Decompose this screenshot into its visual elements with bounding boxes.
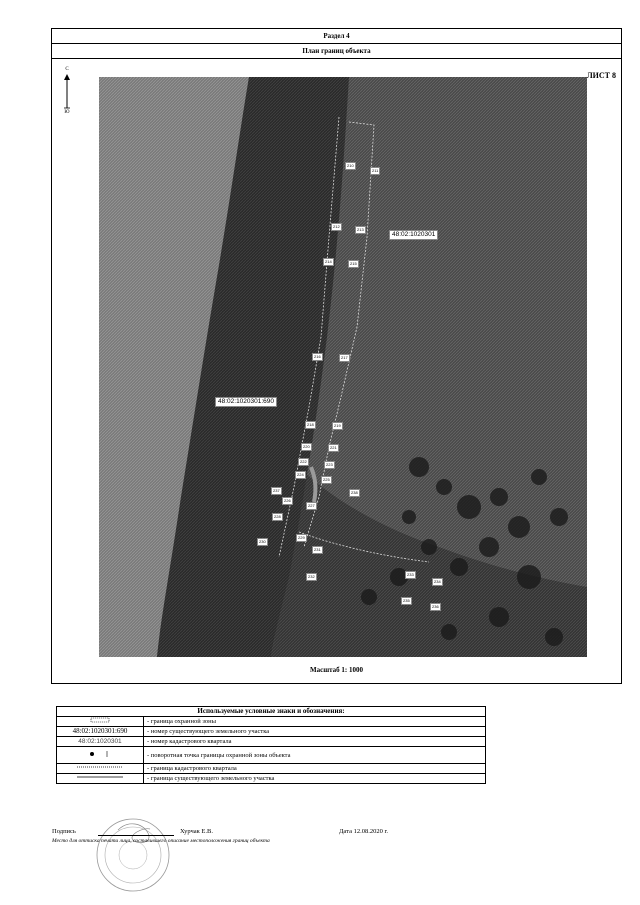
document-date: Дата 12.08.2020 г. bbox=[339, 828, 389, 835]
point-label: 231 bbox=[314, 547, 321, 552]
point-label: 212 bbox=[333, 224, 340, 229]
point-label: 237 bbox=[273, 488, 280, 493]
point-label: 213 bbox=[357, 227, 364, 232]
compass-south-label: Ю bbox=[64, 110, 70, 115]
stamp-seal-icon bbox=[88, 815, 178, 895]
point-label: 238 bbox=[351, 490, 358, 495]
point-label: 232 bbox=[308, 574, 315, 579]
legend-row bbox=[57, 737, 486, 747]
legend-row bbox=[57, 727, 486, 737]
plan-title: План границ объекта bbox=[52, 44, 621, 59]
legend-text: - номер кадастрового квартала bbox=[144, 737, 486, 747]
legend-symbol: 48:02:1020301 bbox=[57, 737, 144, 747]
compass-north-label: С bbox=[65, 67, 69, 72]
point-label: 224 bbox=[297, 472, 304, 477]
kvartal-boundary-symbol-icon bbox=[75, 764, 125, 770]
point-label: 228 bbox=[274, 514, 281, 519]
seal-place-note: Место для оттиска печати лица, составившего описание местоположения границ объекта bbox=[52, 838, 270, 844]
legend-text: - граница охранной зоны bbox=[144, 717, 486, 727]
document-frame bbox=[51, 28, 622, 684]
point-label: 220 bbox=[303, 444, 310, 449]
footer bbox=[52, 828, 572, 850]
map-scale: Масштаб 1: 1000 bbox=[310, 666, 363, 674]
point-label: 225 bbox=[323, 477, 330, 482]
legend-symbol: 48:02:1020301:690 bbox=[57, 727, 144, 737]
map-imagery bbox=[99, 77, 587, 657]
point-label: 211 bbox=[372, 168, 379, 173]
point-label: 230 bbox=[259, 539, 266, 544]
legend-text: - граница кадастрового квартала bbox=[144, 764, 486, 774]
legend-table bbox=[56, 706, 486, 784]
point-label: 210 bbox=[347, 163, 354, 168]
turning-point-symbol-icon bbox=[85, 749, 115, 759]
point-label: 215 bbox=[350, 261, 357, 266]
signature-line bbox=[98, 835, 174, 836]
point-label: 227 bbox=[308, 503, 315, 508]
legend-symbol bbox=[57, 747, 144, 764]
point-label: 214 bbox=[325, 259, 332, 264]
legend-text: - поворотная точка границы охранной зоны объекта bbox=[144, 747, 486, 764]
point-label: 217 bbox=[341, 355, 348, 360]
legend-text: - граница существующего земельного участка bbox=[144, 774, 486, 784]
section-header: Раздел 4 bbox=[52, 29, 621, 44]
point-label: 216 bbox=[314, 354, 321, 359]
legend-row bbox=[57, 764, 486, 774]
point-label: 235 bbox=[403, 598, 410, 603]
point-label: 229 bbox=[298, 535, 305, 540]
compass bbox=[60, 67, 74, 117]
signature-label: Подпись bbox=[52, 828, 76, 835]
signer-name: Хурчак Е.В. bbox=[180, 828, 213, 835]
legend-symbol bbox=[57, 717, 144, 727]
point-label: 223 bbox=[326, 462, 333, 467]
point-label: 221 bbox=[330, 445, 337, 450]
point-label: 219 bbox=[334, 423, 341, 428]
point-label: 218 bbox=[307, 422, 314, 427]
point-label: 233 bbox=[407, 572, 414, 577]
point-label: 222 bbox=[300, 459, 307, 464]
protection-zone-symbol-icon bbox=[90, 717, 110, 723]
legend-symbol bbox=[57, 774, 144, 784]
parcel-number-label: 48:02:1020301:690 bbox=[215, 397, 277, 407]
parcel-boundary-symbol-icon bbox=[75, 774, 125, 780]
sheet-label: ЛИСТ 8 bbox=[586, 71, 616, 80]
aerial-map bbox=[99, 77, 587, 657]
legend-row bbox=[57, 774, 486, 784]
legend-symbol bbox=[57, 764, 144, 774]
legend-text: - номер существующего земельного участка bbox=[144, 727, 486, 737]
legend-title: Используемые условные знаки и обозначения: bbox=[57, 707, 486, 717]
point-label: 236 bbox=[432, 604, 439, 609]
kvartal-number-label: 48:02:1020301 bbox=[389, 230, 438, 240]
point-label: 226 bbox=[284, 498, 291, 503]
north-arrow-icon bbox=[63, 74, 71, 110]
legend-row bbox=[57, 747, 486, 764]
point-label: 234 bbox=[434, 579, 441, 584]
legend-row bbox=[57, 717, 486, 727]
